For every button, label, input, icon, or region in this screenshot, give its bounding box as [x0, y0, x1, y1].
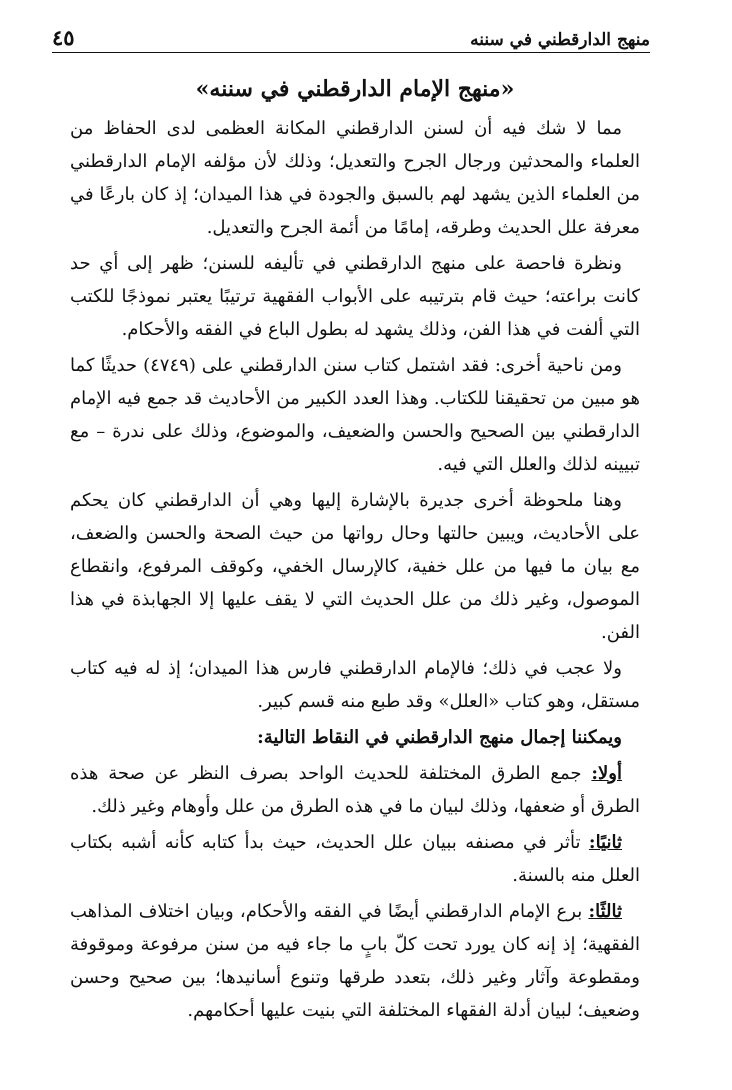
running-title: منهج الدارقطني في سننه: [470, 30, 650, 50]
point-text: جمع الطرق المختلفة للحديث الواحد بصرف النظر عن صحة هذه الطرق أو ضعفها، وذلك لبيان ما في هذه الطرق من علل وأوهام وغير ذلك.: [70, 763, 640, 817]
page-number: ٤٥: [52, 25, 75, 50]
point-label: أولا:: [591, 763, 622, 784]
point-label: ثالثًا:: [588, 901, 622, 922]
points-intro: ويمكننا إجمال منهج الدارقطني في النقاط التالية:: [257, 727, 622, 748]
paragraph-intro: مما لا شك فيه أن لسنن الدارقطني المكانة العظمى لدى الحفاظ من العلماء والمحدثين ورجال الجرح والتعديل؛ وذلك لأن مؤلفه الإمام الدارقطني من العلماء الذين يشهد لهم بالسبق والجودة في هذا الميدان؛ إذ كان بارعًا في معرفة علل الحديث وطرقه، إمامًا من أئمة الجرح والتعديل.: [70, 118, 640, 238]
point-label: ثانيًا:: [588, 832, 622, 853]
point-text: برع الإمام الدارقطني أيضًا في الفقه والأحكام، وبيان اختلاف المذاهب الفقهية؛ إذ إنه كان يورد تحت كلّ بابٍ ما جاء فيه من سنن مرفوعة وموقوفة ومقطوعة وآثار وغير ذلك، بتعدد طرقها وتنوع أسانيدها؛ بين صحيح وحسن وضعيف؛ لبيان أدلة الفقهاء المختلفة التي بنيت عليها أحكامهم.: [70, 901, 640, 1021]
point-third: [70, 895, 640, 1027]
point-first: [70, 757, 640, 823]
paragraph-hadith-count: ومن ناحية أخرى: فقد اشتمل كتاب سنن الدارقطني على (٤٧٤٩) حديثًا كما هو مبين من تحقيقنا للكتاب. وهذا العدد الكبير من الأحاديث قد جمع فيه الإمام الدارقطني بين الصحيح والحسن والضعيف، والموضوع، وذلك على ندرة – مع تبيينه لذلك والعلل التي فيه.: [70, 355, 640, 475]
point-text: تأثر في مصنفه ببيان علل الحديث، حيث بدأ كتابه كأنه أشبه بكتاب العلل منه بالسنة.: [70, 832, 640, 886]
page-body: [70, 76, 640, 1030]
section-heading: «منهج الإمام الدارقطني في سننه»: [195, 76, 515, 102]
running-header: [52, 20, 650, 53]
paragraph-hidden-defects: وهنا ملحوظة أخرى جديرة بالإشارة إليها وهي أن الدارقطني كان يحكم على الأحاديث، ويبين حالتها وحال رواتها من حيث الصحة والحسن والضعف، مع بيان ما فيها من علل خفية، كالإرسال الخفي، وكوقف المرفوع، وانقطاع الموصول، وغير ذلك من علل الحديث التي لا يقف عليها إلا الجهابذة في هذا الفن.: [70, 490, 640, 643]
paragraph-arrangement: ونظرة فاحصة على منهج الدارقطني في تأليفه للسنن؛ ظهر إلى أي حد كانت براعته؛ حيث قام بترتيبه على الأبواب الفقهية ترتيبًا يعتبر نموذجًا للكتب التي ألفت في هذا الفن، وذلك يشهد له بطول الباع في الفقه والأحكام.: [70, 253, 640, 340]
paragraph-ilal-book: ولا عجب في ذلك؛ فالإمام الدارقطني فارس هذا الميدان؛ إذ له فيه كتاب مستقل، وهو كتاب «العلل» وقد طبع منه قسم كبير.: [70, 658, 640, 712]
point-second: [70, 826, 640, 892]
